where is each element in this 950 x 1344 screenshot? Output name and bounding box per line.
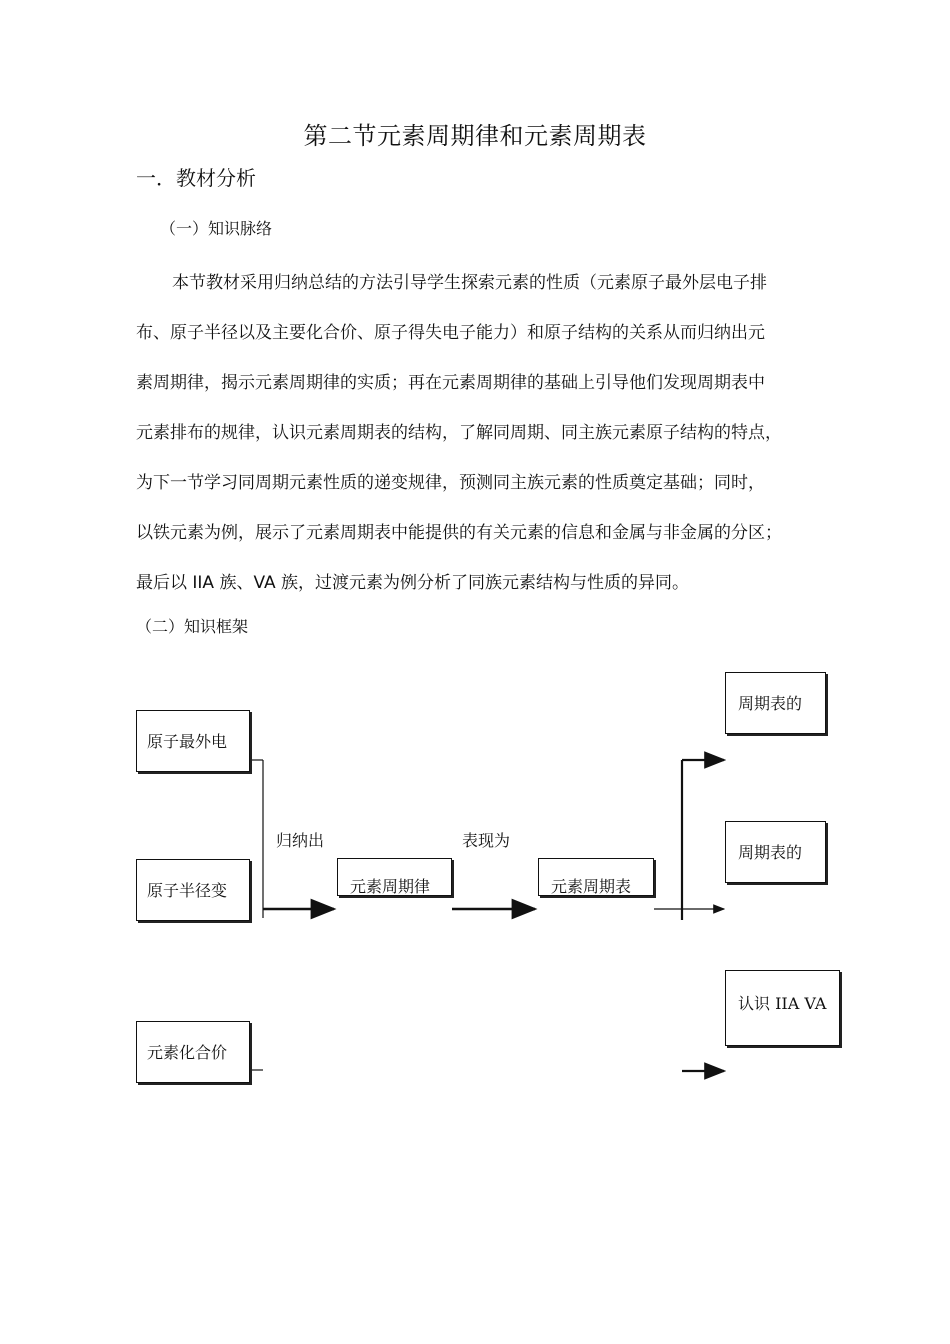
subsection-heading-context: （一）知识脉络 — [160, 219, 273, 238]
paragraph-line: 以铁元素为例，展示了元素周期表中能提供的有关元素的信息和金属与非金属的分区； — [136, 523, 782, 543]
box-periodic-table: 元素周期表 — [538, 858, 654, 896]
box-valence: 元素化合价 — [136, 1021, 250, 1083]
box-outer-electrons: 原子最外电 — [136, 710, 250, 772]
paragraph-line: 最后以 IIA 族、VA 族，过渡元素为例分析了同族元素结构与性质的异同。 — [136, 573, 690, 593]
box-right-bottom: 认识 IIA VA — [725, 970, 840, 1046]
subsection-heading-framework: （二）知识框架 — [136, 617, 249, 636]
box-periodic-law: 元素周期律 — [337, 858, 452, 896]
paragraph-line: 布、原子半径以及主要化合价、原子得失电子能力）和原子结构的关系从而归纳出元 — [136, 323, 765, 343]
page-title: 第二节元素周期律和元素周期表 — [303, 122, 647, 150]
label-induce: 归纳出 — [276, 831, 325, 850]
box-right-top: 周期表的 — [725, 672, 826, 734]
paragraph-line: 素周期律，揭示元素周期律的实质；再在元素周期律的基础上引导他们发现周期表中 — [136, 373, 765, 393]
paragraph-line: 本节教材采用归纳总结的方法引导学生探索元素的性质（元素原子最外层电子排 — [172, 273, 767, 293]
paragraph-line: 为下一节学习同周期元素性质的递变规律，预测同主族元素的性质奠定基础；同时， — [136, 473, 765, 493]
paragraph-line: 元素排布的规律，认识元素周期表的结构，了解同周期、同主族元素原子结构的特点， — [136, 423, 782, 443]
box-atomic-radius: 原子半径变 — [136, 859, 250, 921]
label-express: 表现为 — [462, 831, 511, 850]
section-heading: 一．教材分析 — [136, 166, 256, 190]
box-right-middle: 周期表的 — [725, 821, 826, 883]
